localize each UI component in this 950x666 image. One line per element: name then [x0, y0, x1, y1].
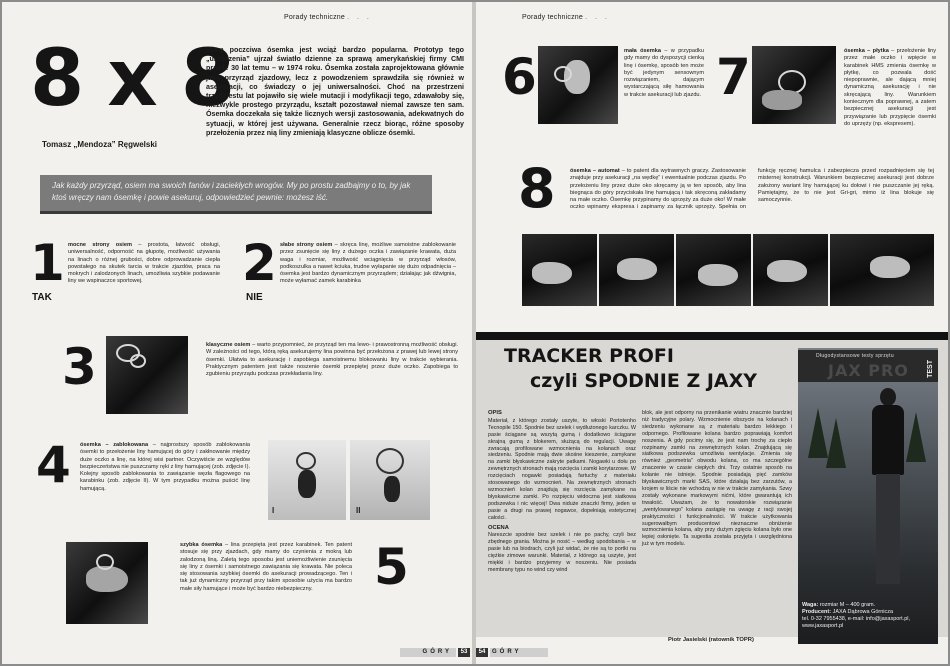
item-6-photo — [538, 46, 618, 124]
tree-shape — [826, 418, 846, 468]
left-page — [2, 2, 472, 664]
left-page-header — [284, 14, 372, 21]
item-2-head: słabe strony osiem — [280, 242, 333, 248]
item-8-head: ósemka – automat — [570, 168, 620, 174]
tracker-title-line-2: czyli SPODNIE Z JAXY — [530, 370, 758, 392]
item-6-body: – w przypadku gdy mamy do dyspozycji cienką linę i ósemkę, sposób ten może być jedynym sensownym rozwiązaniem, dającym wystarczającą siłę hamowania w trakcie asekuracji lub zjazdu. — [624, 48, 705, 98]
item-1-head: mocne strony osiem — [68, 242, 132, 248]
figure-eight-device — [298, 470, 316, 498]
hand-shape — [86, 566, 128, 592]
item-5-number: 5 — [374, 538, 409, 596]
item-1-number: 1 — [30, 234, 65, 292]
item-4-text — [80, 442, 250, 493]
item-3-text — [206, 342, 458, 378]
magazine-spread — [2, 2, 948, 664]
section-divider — [476, 332, 948, 340]
photo-label-2: II — [356, 506, 361, 515]
tree-shape — [808, 408, 828, 458]
item-2-body: – skręca linę, możliwe samoistne zablokowanie przez zsunięcie się liny z dużego oczka i zawiązanie krawata, duża waga i rozmiar, możliwość wciągnięcia w przyrząd włosów, podkoszulka a nawet kciuka, trudne wyłapanie się dużo odpadnięcia – ósemka jest bardzo dynamicznym przyrządem; działając jak dźwignia, może wyłamać zamek karabinka — [280, 242, 456, 285]
website: www.jaxasport.pl — [802, 623, 844, 629]
item-3-number: 3 — [62, 338, 97, 396]
hand-shape — [870, 256, 910, 278]
tree-shape — [906, 412, 926, 462]
right-footer: GÓRY — [490, 648, 548, 657]
sequence-photo-1 — [522, 234, 597, 306]
header-text: Porady techniczne — [522, 14, 583, 21]
right-page-header — [522, 14, 610, 21]
article-title: 8 x 8 — [30, 34, 234, 124]
tag-logo: JAX PRO — [828, 361, 909, 380]
item-6-number: 6 — [502, 48, 537, 106]
item-4-photo-2 — [350, 440, 430, 520]
model-wearing-pants — [868, 388, 908, 588]
item-7-photo — [752, 46, 836, 124]
contact-info: tel. 0-32 7955438, e-mail: info@jaxasport.pl, — [802, 616, 911, 622]
ocena-heading: OCENA — [488, 524, 509, 531]
item-5-head: szybka ósemka — [180, 542, 223, 548]
item-5-text — [180, 542, 352, 593]
item-2-number: 2 — [242, 234, 277, 292]
tag-subtitle: Długodystansowe testy sprzętu — [816, 353, 894, 359]
pull-quote-box — [40, 175, 432, 214]
hand-shape — [767, 260, 807, 282]
item-5-photo — [66, 542, 148, 624]
waga-label: Waga: — [802, 602, 819, 608]
item-3-body: – warto przypomnieć, że przyrząd ten ma lewo- i prawostronną możliwość obsługi. W zależności od tego, którą ręką asekurujemy lina powinna być przełożona z prawej lub lewej strony ósemki. Ułatwia to asekurację i zapobiega samoistnemu blokowaniu liny w trakcie wybierania. Praktycznym patentem jest także noszenie ósemki przepiętej przez duże oczko. Zapobiega to zgubieniu przyrządu podczas przekładania liny. — [206, 342, 458, 378]
item-4-number: 4 — [36, 436, 71, 494]
item-6-text — [624, 48, 704, 99]
hand-shape — [698, 264, 738, 286]
hand-shape — [762, 90, 802, 110]
item-7-text — [844, 48, 936, 128]
author: Tomasz „Mendoza” Ręgwelski — [42, 140, 157, 149]
item-3-photo — [106, 336, 188, 414]
item-8-body: – to patent dla wytrawnych graczy. Zastosowanie znajduje przy asekuracji „na wędkę” i ewentualnie podczas zjazdu. Po przełożeniu liny przez duże oko skręcamy ją w ten sposób, aby lina biegnąca do góry przyciskała linę hamującą i tak skręconą zakładamy na małe oczko. Ósemkę przypinamy do uprzęży za duże oko! W małe oczko wpinamy ekspresa i zapinamy za łącznik uprzęży. Spełnia on funkcję ręcznej hamulca i zabezpiecza przed rozpadnięciem się tej misternej konstrukcji. Warunkiem bezpiecznej asekuracji jest dobrze założony wariant liny hamującej ku dołowi i nie puszczanie jej ręką. Pamiętajmy, że to nie jest Gri-gri, mimo iż lina blokuje się samoczynnie. — [570, 168, 934, 211]
figure-eight-device — [384, 476, 400, 502]
item-7-body: – przełożenie liny przez małe oczko i wpięcie w karabinek HMS zmienia ósemkę w płytkę, co pozwala dość niepoprawnie, ale dającą mniej dynamiczną asekurację i nie skręcającą liny. Warunkiem koniecznym dla poprawnej, a zatem bezpiecznej asekuracji jest przywiązanie lub przypięcie ósemki do uprzęży (np. ekspresem). — [844, 48, 936, 127]
waga-value: rozmiar M – 400 gram. — [819, 602, 876, 608]
left-page-number: 53 — [458, 648, 470, 657]
hand-shape — [617, 258, 657, 280]
sequence-photo-4 — [753, 234, 828, 306]
figure-eight-device — [554, 66, 572, 82]
tracker-title-line-1: TRACKER PROFI — [504, 345, 674, 367]
item-2-text — [280, 242, 456, 286]
item-2-sub: NIE — [246, 292, 263, 303]
header-text: Porady techniczne — [284, 14, 345, 21]
ocena-text: Nareszcie spodnie bez szelek i nie po pachy, czyli bez zbędnego grania. Można je nosić – według upodobania – w pasie lub na biodrach, czyli już widać, że nie są to portki na ciężkie zimowe warunki. Materiał, z którego są uszyte, jest miękki i bardzo przyjemny w noszeniu. Nie posiada membrany typu no wind czy wind — [488, 532, 636, 573]
rope-knot-shape — [376, 448, 404, 474]
product-info — [802, 602, 934, 630]
header-dots: . . . — [347, 14, 372, 21]
test-tag — [798, 350, 938, 382]
tracker-column-1 — [488, 410, 636, 574]
carabiner-shape — [296, 452, 316, 470]
opis-text: Materiał, z którego zostały uszyte, to włoski Portotenho Tecnopile 150. Spodnie bez szelek i wydłużonego karczku. W pasie ściągane są wszytą gumą i dodatkowo ściągane skrajną gumą z blokerem, służącą do regulacji. Uwagę zwracają profilowane wzmocnienia na kolanach oraz siedzeniu. Spodnie mają dwie skośne kieszenie, zamykane na zamki błyskawiczne zakryte patkami. Nogawki u dołu po zewnętrznych stronach mają rozcięcia i zamki korytarzowe. W rozcięciach nogawki posiadają fartuchy z materiału stosowanego do wzmocnień. Na zewnętrznych stronach wzmocnień kolan znajdują się rozcięcia zamykane na błyskawiczne zamki. Po rozpięciu widoczna jest siatkowa podszewka i nic więcej! Dwa niduże znaczki firmy, jeden w pasie a drugi na prawej nogawce, dopełniają estetycznej całości. — [488, 417, 636, 521]
sequence-photo-3 — [676, 234, 751, 306]
column-2-text: blok, ale jest odporny na przenikanie wiatru znacznie bardziej niż tradycyjne polary. Wzmocnienie obszycie na kolanach i siedzeniu wykonane są z materiału bardzo lekkiego i odpornego. Profilowane kolana bardzo poprawiają komfort noszenia. A gdy pocimy się, że jest nam trochę za ciepło rozpinamy zamki na zewnętrznych kolan. Znajdującą się siatkowa podszewka umożliwia wentylacje. Zmienia się również „geometria” obwodu kolana, co ma szczególne znaczenie w czasie ciepłych dni. Trzy ostatnie sposób na kolanie nie istnieje. Spodnie posiadają pięć zamków błyskawicznych marki SAS, które działają bez zarzutów, a krojem w liście nie wchodzą w nie w trakcie zamykania. Szwy zostały wykonane markowymi nićmi, które gwarantują ich trwałość. Uważam, że to nowatorskie rozwiązanie „wentylowanego” kolana zastąpię na uwagę z racji swojej praktyczności i funkcjonalności. W trakcie użytkowania sugerowałbym producentowi nieznaczne obniżenie wzmocnienia kolana, aby przy dużym zgięciu kolana było one lepiej osłonięte. Ta sugestia została przyjęta i uwzględniona już w tym modelu. — [642, 410, 792, 548]
item-1-text — [68, 242, 220, 286]
item-6-head: mała ósemka — [624, 48, 661, 54]
sequence-photo-5 — [830, 234, 934, 306]
sequence-photo-2 — [599, 234, 674, 306]
item-3-head: klasyczne osiem — [206, 342, 251, 348]
item-8-text — [570, 168, 934, 212]
signature: Piotr Jasielski (ratownik TOPR) — [668, 637, 754, 643]
figure-eight-device-small — [130, 354, 146, 368]
photo-label-1: I — [272, 506, 275, 515]
pull-quote: Jak każdy przyrząd, osiem ma swoich fanów i zaciekłych wrogów. My po prostu zadbajmy o to, by jak ktoś wręczy nam ósemkę i powie asekuruj, odpowiedzieć pewnie: możesz iść. — [52, 181, 411, 202]
left-footer: GÓRY — [400, 648, 456, 657]
item-1-body: – prostota, łatwość obsługi, uniwersalność, odporność na głupotę, możliwość używania na linach o różnej grubości, dobre odprowadzanie ciepła powstałego na skutek tarcia w trakcie zjazdów, praca na mokrych i zalodzonych linach, umożliwia szybkie podawanie liny we wspinaczce sportowej. — [68, 242, 220, 285]
opis-heading: OPIS — [488, 410, 502, 416]
intro-text: Stara poczciwa ósemka jest wciąż bardzo popularna. Prototyp tego „urządzenia” ujrzał światło dzienne za sprawą amerykańskiej firmy CMI prawie 30 lat temu – w 1974 roku. Ósemka została zaprojektowana głównie jako przyrząd zjazdowy, lecz z powodzeniem sprawdziła się również w asekuracji, co świadczy o jej uniwersalności. Choć na przestrzeni trzydziestu lat pojawiło się wiele mutacji i modyfikacji tego, zdawałoby się, niezwykle prostego przyrządu, kształt pozostawał niemal zawsze ten sam. Ósemka doczekała się także licznych wersji zastosowania, adekwatnych do sytuacji, w której jest używana. Generalnie rzecz biorąc, różne sposoby przełożenia przez nią liny zmieniają klasyczne oblicze ósemki. — [206, 46, 464, 137]
model-torso — [872, 405, 904, 475]
item-5-body: – lina przepięta jest przez karabinek. Ten patent stosuje się przy zjazdach, gdy mamy do czynienia z mokrą lub zalodzoną liną. Zaletą tego sposobu jest uniemożliwienie zsunięcia się liny z ósemki i samoistnego zawiązania się krawata. Nie poleca się stosowania szybkiej ósemki do asekuracji prowadzącego. Ten i tak już dynamiczny przyrząd przy takim sposobie użycia ma bardzo małe siły hamujące i może być bardzo niebezpieczny. — [180, 542, 352, 592]
carabiner-shape — [96, 554, 114, 570]
item-4-head: ósemka – zablokowana — [80, 442, 149, 448]
hand-shape — [532, 262, 572, 284]
item-8-number: 8 — [518, 157, 556, 220]
model-head — [880, 388, 896, 406]
producent-value: JAXA Dąbrowa Górnicza — [832, 609, 894, 615]
model-legs — [876, 474, 900, 584]
item-1-sub: TAK — [32, 292, 52, 303]
right-page-number: 54 — [476, 648, 488, 657]
producent-label: Producent: — [802, 609, 832, 615]
product-sidebar — [798, 348, 938, 644]
tracker-title — [504, 344, 757, 394]
item-7-number: 7 — [716, 48, 751, 106]
item-7-head: ósemka – płytka — [844, 48, 889, 54]
right-page — [476, 2, 948, 664]
header-dots: . . . — [585, 14, 610, 21]
tag-test-label: TEST — [927, 360, 934, 378]
tracker-column-2 — [642, 410, 792, 548]
item-4-body: – najprostszy sposób zablokowania ósemki to przełożenie liny hamującej do góry i zakłnowanie między duże oczko a linę, na której wisi partner. Oczywiście ze względów bezpieczeństwa nie puszczamy ręki z liny hamującej (zob. zdjęcie I). Kolejny sposób zablokowania to zawiązanie węzła flagowego na karabinku (zob. zdjęcie II). W tym przypadku można puścić linę hamującą. — [80, 442, 250, 492]
item-4-photo-1 — [268, 440, 346, 520]
